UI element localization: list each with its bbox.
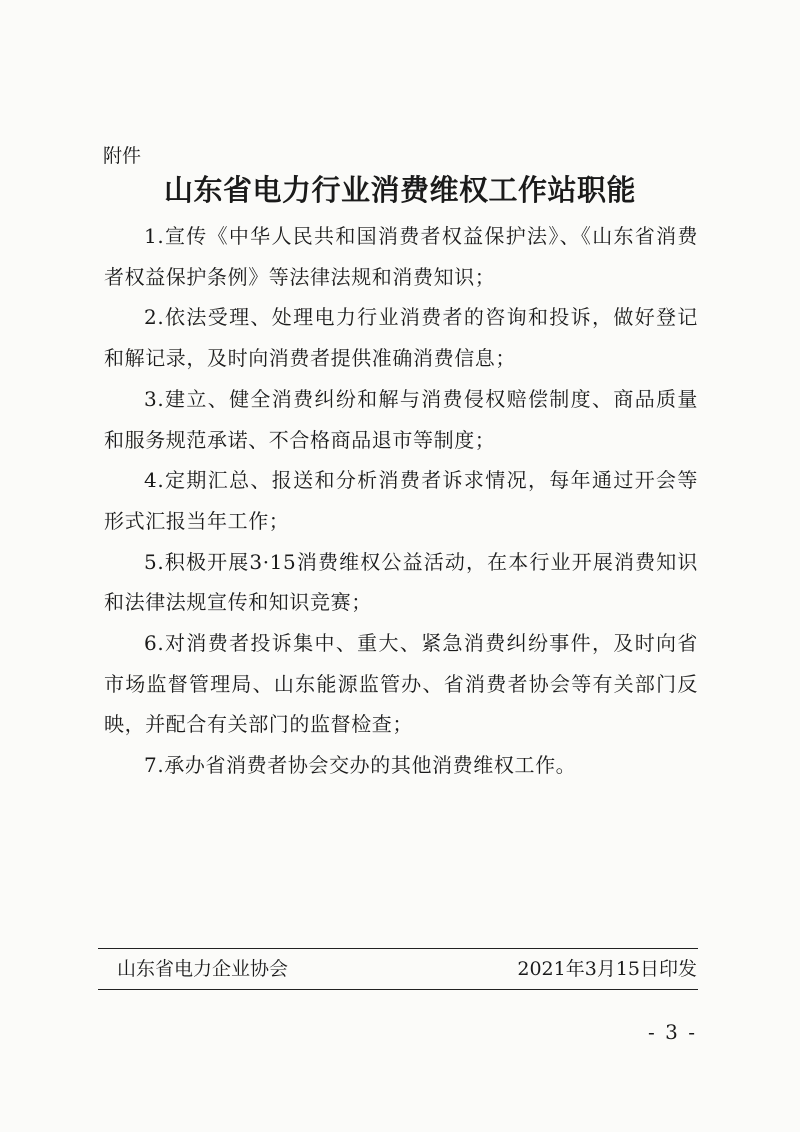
duty-item-1: 1.宣传《中华人民共和国消费者权益保护法》、《山东省消费者权益保护条例》等法律法规和消费知识； [104, 224, 698, 289]
attachment-label: 附件 [103, 145, 142, 167]
duty-list [104, 216, 698, 786]
issuer-name: 山东省电力企业协会 [117, 958, 289, 980]
duty-item-4: 4.定期汇总、报送和分析消费者诉求情况，每年通过开会等形式汇报当年工作； [104, 468, 698, 533]
duty-item-7: 7.承办省消费者协会交办的其他消费维权工作。 [144, 753, 577, 778]
document-title: 山东省电力行业消费维权工作站职能 [163, 173, 636, 207]
duty-item-6: 6.对消费者投诉集中、重大、紧急消费纠纷事件，及时向省市场监督管理局、山东能源监管办、省消费者协会等有关部门反映，并配合有关部门的监督检查； [104, 631, 698, 737]
duty-item-3: 3.建立、健全消费纠纷和解与消费侵权赔偿制度、商品质量和服务规范承诺、不合格商品退市等制度； [104, 386, 698, 452]
issue-date: 2021年3月15日印发 [517, 958, 697, 980]
duty-item-5: 5.积极开展3·15消费维权公益活动，在本行业开展消费知识和法律法规宣传和知识竞赛； [104, 549, 698, 615]
page-number: - 3 - [648, 1020, 697, 1044]
footer-bottom-rule [98, 989, 698, 990]
duty-item-2: 2.依法受理、处理电力行业消费者的咨询和投诉，做好登记和解记录，及时向消费者提供准确消费信息； [104, 305, 698, 371]
footer-top-rule [98, 948, 698, 949]
